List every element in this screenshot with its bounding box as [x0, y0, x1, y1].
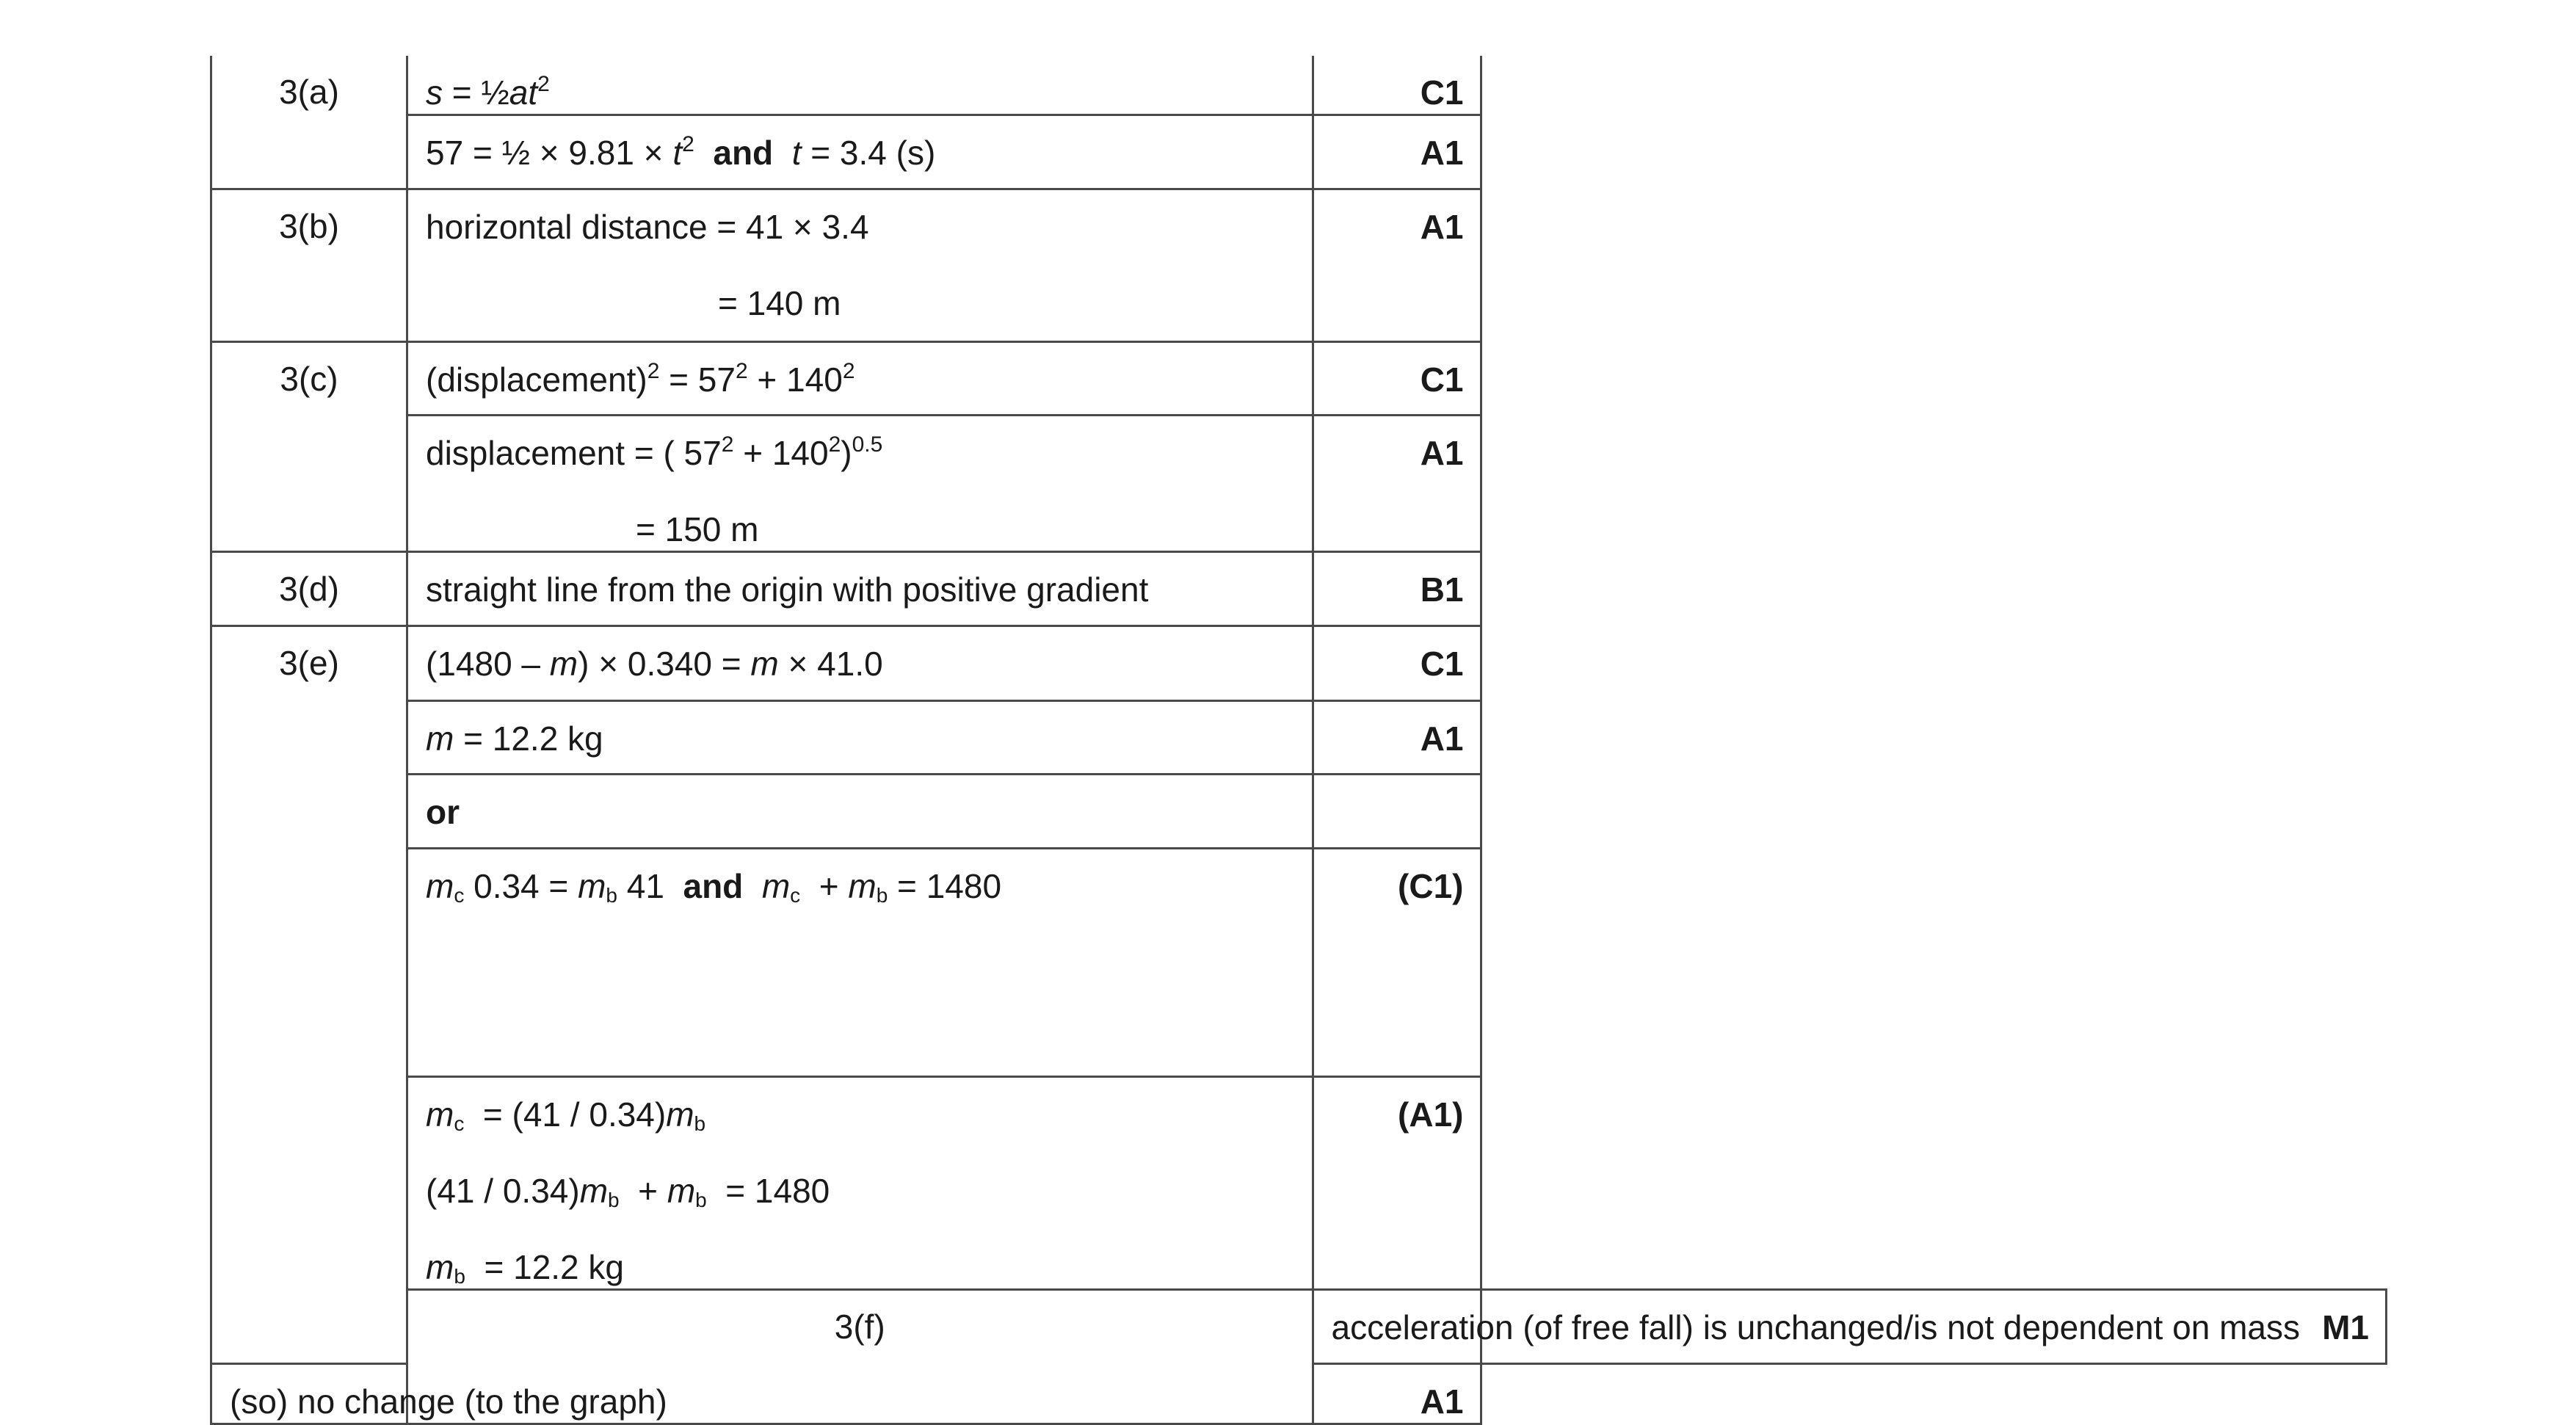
table-row — [211, 1077, 2387, 1290]
answer-part: (displacement) — [426, 360, 647, 399]
answer-part: m — [578, 867, 606, 905]
answer-cell: acceleration (of free fall) is unchanged/is not dependent on mass — [1313, 1290, 1481, 1364]
superscript: 2 — [537, 72, 550, 96]
question-number: 3(e) — [211, 626, 407, 1364]
mark-cell: C1 — [1313, 342, 1481, 416]
table-row — [211, 849, 2387, 1077]
superscript: 2 — [842, 359, 855, 383]
answer-part: (1480 – — [426, 645, 550, 683]
answer-line: = 150 m — [636, 510, 759, 548]
mark-cell: A1 — [1313, 189, 1481, 342]
answer-part: m — [426, 867, 454, 905]
answer-part: s — [426, 73, 443, 112]
answer-part: and — [683, 867, 744, 905]
answer-part: 41 — [617, 867, 664, 905]
subscript: b — [695, 1189, 707, 1211]
mark-cell: (A1) — [1313, 1077, 1481, 1290]
answer-part: m — [426, 1095, 454, 1134]
answer-part: ) — [841, 434, 852, 472]
answer-part: m — [426, 719, 454, 758]
answer-part: and — [713, 134, 774, 172]
mark-cell: (C1) — [1313, 849, 1481, 1077]
question-number: 3(d) — [211, 552, 407, 626]
answer-part: t — [791, 134, 802, 172]
mark-cell: M1 — [1481, 1290, 2387, 1364]
answer-part: = 12.2 kg — [454, 719, 603, 758]
answer-part: + — [809, 867, 849, 905]
table-row — [211, 342, 2387, 416]
answer-part: m — [848, 867, 877, 905]
answer-part: = 12.2 kg — [474, 1248, 625, 1286]
question-number: 3(f) — [407, 1290, 1313, 1424]
mark-scheme-table — [210, 56, 2387, 1425]
answer-part: × 41.0 — [778, 645, 883, 683]
subscript: b — [694, 1112, 706, 1135]
mark-cell: A1 — [1313, 701, 1481, 775]
answer-part: m — [750, 645, 779, 683]
answer-part: m — [761, 867, 791, 905]
answer-part: = 1480 — [888, 867, 1002, 905]
answer-part: = 1480 — [716, 1172, 830, 1210]
answer-line — [426, 432, 1294, 508]
answer-part: = ½ — [443, 73, 509, 112]
superscript: 2 — [735, 359, 748, 383]
mark-cell: B1 — [1313, 552, 1481, 626]
answer-part: = 57 — [659, 360, 736, 399]
mark-cell: A1 — [1313, 416, 1481, 552]
answer-cell — [407, 189, 1313, 342]
question-number: 3(c) — [211, 342, 407, 552]
question-number: 3(b) — [211, 189, 407, 342]
table-row — [211, 552, 2387, 626]
answer-cell: or — [407, 775, 1313, 849]
subscript: c — [454, 884, 465, 907]
table-row — [211, 775, 2387, 849]
table-row — [211, 189, 2387, 342]
mark-cell: A1 — [1313, 1364, 1481, 1424]
answer-part: m — [667, 1172, 696, 1210]
answer-part: m — [549, 645, 578, 683]
mark-cell — [1313, 775, 1481, 849]
answer-part: m — [579, 1172, 609, 1210]
answer-part: + — [628, 1172, 667, 1210]
answer-cell — [407, 342, 1313, 416]
answer-part: = 3.4 (s) — [801, 134, 936, 172]
subscript: c — [454, 1112, 465, 1135]
answer-part: 0.34 = — [464, 867, 578, 905]
answer-part: 57 = ½ × 9.81 × — [426, 134, 673, 172]
answer-part: + 140 — [733, 434, 829, 472]
subscript: b — [876, 884, 888, 907]
table-row — [211, 1290, 2387, 1364]
subscript: b — [608, 1189, 620, 1211]
answer-line: = 140 m — [718, 284, 841, 322]
answer-part: (41 / 0.34) — [426, 1172, 580, 1210]
answer-cell — [407, 701, 1313, 775]
answer-part: displacement = ( 57 — [426, 434, 722, 472]
answer-line: horizontal distance = 41 × 3.4 — [426, 208, 869, 246]
answer-line — [426, 1246, 1294, 1288]
question-number: 3(a) — [211, 56, 407, 189]
table-row — [211, 416, 2387, 552]
superscript: 2 — [682, 132, 694, 156]
table-row — [211, 701, 2387, 775]
answer-cell: straight line from the origin with positive gradient — [407, 552, 1313, 626]
answer-part: = (41 / 0.34) — [474, 1095, 667, 1134]
subscript: b — [454, 1265, 465, 1288]
superscript: 0.5 — [852, 432, 883, 457]
superscript: 2 — [647, 359, 660, 383]
mark-cell: C1 — [1313, 626, 1481, 701]
mark-cell: C1 — [1313, 56, 1481, 115]
superscript: 2 — [721, 432, 734, 457]
table-row — [211, 56, 2387, 115]
superscript: 2 — [828, 432, 841, 457]
answer-part: t — [672, 134, 683, 172]
answer-cell — [407, 115, 1313, 189]
answer-cell — [407, 1077, 1313, 1290]
answer-part: ) × 0.340 = — [578, 645, 751, 683]
answer-cell — [407, 626, 1313, 701]
answer-line — [426, 1093, 1294, 1170]
table-row — [211, 626, 2387, 701]
subscript: b — [606, 884, 617, 907]
answer-part: + 140 — [747, 360, 843, 399]
subscript: c — [790, 884, 801, 907]
answer-part: m — [666, 1095, 694, 1134]
mark-cell: A1 — [1313, 115, 1481, 189]
answer-part: m — [426, 1248, 454, 1286]
answer-cell — [407, 849, 1313, 1077]
table-row — [211, 115, 2387, 189]
answer-line — [426, 1170, 1294, 1246]
answer-cell: (so) no change (to the graph) — [211, 1364, 407, 1424]
answer-cell — [407, 416, 1313, 552]
answer-cell — [407, 56, 1313, 115]
answer-part: at — [509, 73, 538, 112]
